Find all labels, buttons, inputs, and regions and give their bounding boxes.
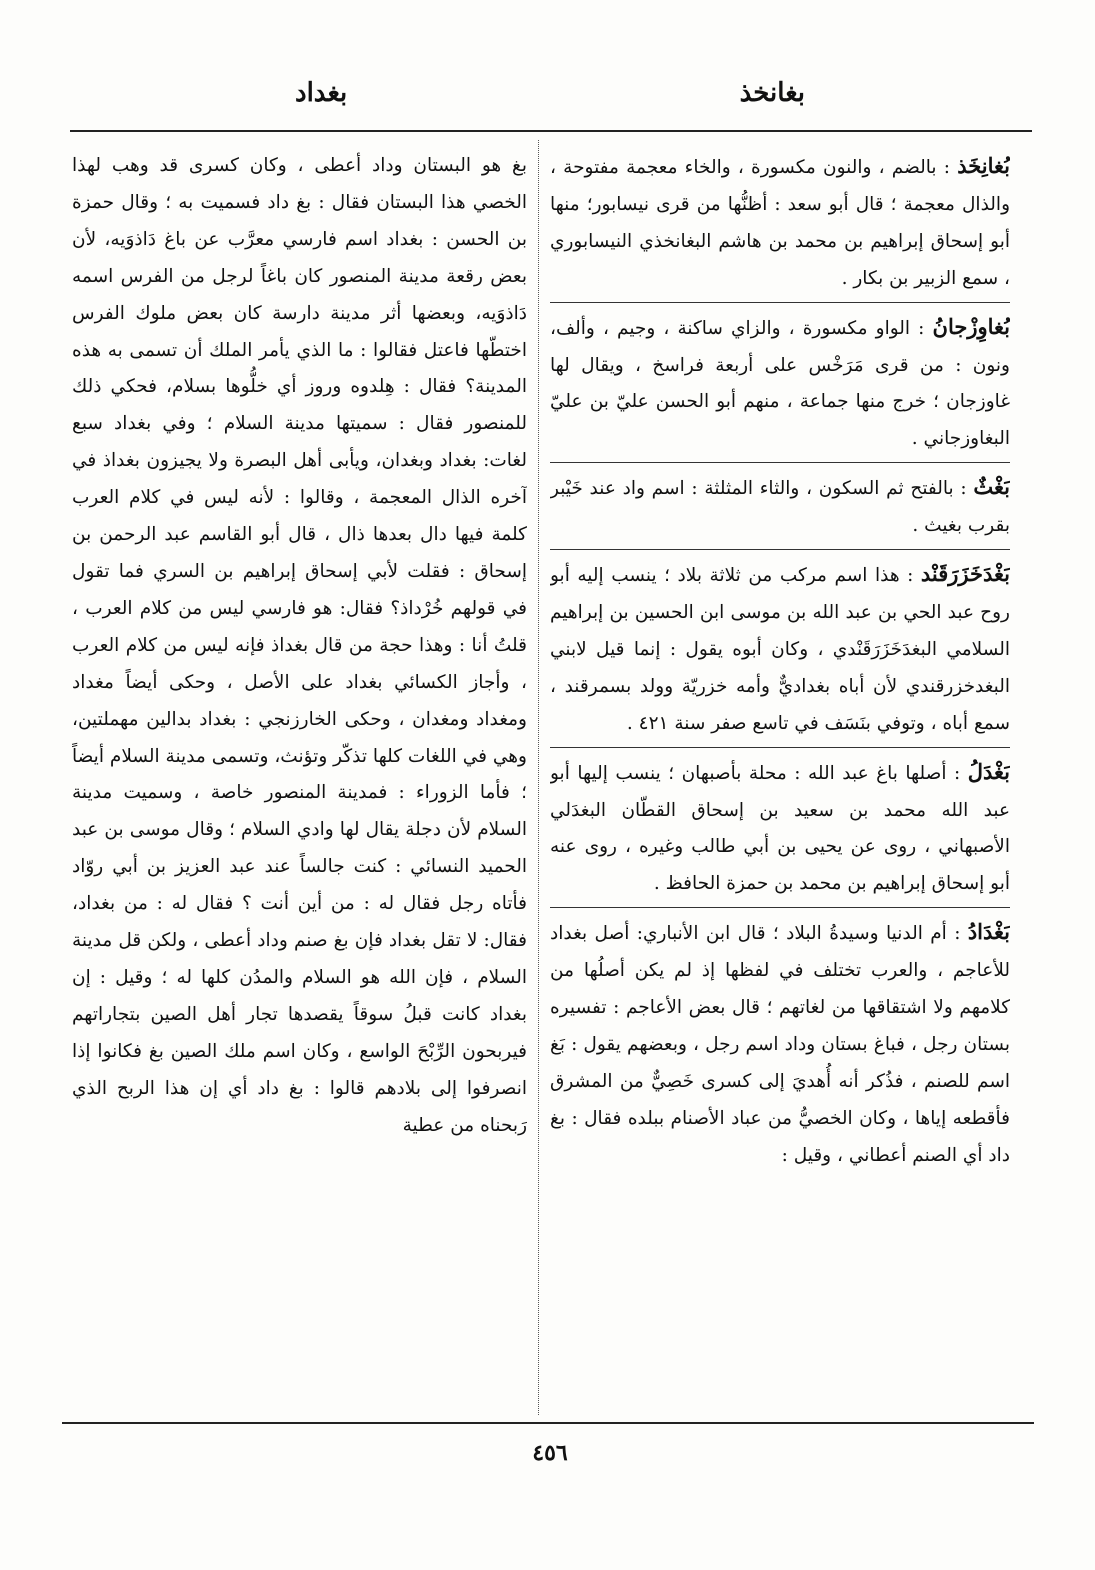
entry-text: : بالفتح ثم السكون ، والثاء المثلثة : اسم واد عند خَيْبر بقرب بغيث .	[550, 478, 1010, 537]
entry-separator	[550, 549, 1010, 550]
top-rule	[70, 130, 1032, 132]
entry-headword: بُغانِخَذ	[957, 153, 1010, 178]
entry-separator	[550, 462, 1010, 463]
page-number: ٤٥٦	[532, 1440, 568, 1466]
entry-text: : الواو مكسورة ، والزاي ساكنة ، وجيم ، وألف، ونون : من قرى مَرَخْس على أربعة فراسخ ، ويقال لها غاوزجان ؛ خرج منها جماعة ، منهم أبو الحسن عليّ بن عليّ البغاوزجاني .	[550, 317, 1010, 450]
entry-headword: بَغْدَادُ	[967, 919, 1010, 945]
left-column	[72, 148, 527, 1418]
entry-text: : بالضم ، والنون مكسورة ، والخاء معجمة مفتوحة ، والذال معجمة ؛ قال أبو سعد : أظنُّها من قرى نيسابور؛ منها أبو إسحاق إبراهيم بن محمد بن هاشم البغانخذي النيسابوري ، سمع الزبير بن بكار .	[550, 157, 1010, 289]
entry-headword: بَغْثٌ	[973, 474, 1010, 500]
running-head-right: بغانخذ	[739, 78, 805, 108]
entry-baghdad	[550, 914, 1010, 1174]
entry-headword: بَغْدَخَزَرَقَنْد	[920, 561, 1010, 587]
column-divider	[538, 140, 539, 1415]
entry-separator	[550, 302, 1010, 303]
entry-baghdakhazaraqand	[550, 556, 1010, 743]
bottom-rule	[62, 1422, 1034, 1424]
entry-baghdal	[550, 754, 1010, 904]
entry-separator	[550, 747, 1010, 748]
entry-text: : أصلها باغ عبد الله : محلة بأصبهان ؛ ينسب إليها أبو عبد الله محمد بن سعيد بن إسحاق القطّان البغدَلي الأصبهاني ، روى عن يحيى بن أبي طالب وغيره ، روى عنه أبو إسحاق إبراهيم بن محمد بن حمزة الحافظ .	[550, 762, 1010, 895]
entry-bughawizjan	[550, 309, 1010, 459]
entry-separator	[550, 907, 1010, 908]
entry-text: : هذا اسم مركب من ثلاثة بلاد ؛ ينسب إليه أبو روح عبد الحي بن عبد الله بن موسى ابن الحسين بن إبراهيم السلامي البغدَخَزَرَقَنْدي ، وكان أبوه يقول : إنما قيل لابني البغدخزرقندي لأن أباه بغداديٌّ وأمه خزريّة وولد بسمرقند ، سمع أباه ، وتوفي بنَسَف في تاسع صفر سنة ٤٢١ .	[550, 565, 1010, 734]
entry-text: : أم الدنيا وسيدةُ البلاد ؛ قال ابن الأنباري: أصل بغداد للأعاجم ، والعرب تختلف في لفظها إذ لم يكن أصلُها من كلامهم ولا اشتقاقها من لغاتهم ؛ قال بعض الأعاجم : تفسيره بستان رجل ، فباغ بستان وداد اسم رجل ، وبعضهم يقول : بَغ اسم للصنم ، فذُكر أنه أُهديَ إلى كسرى خَصِيٌّ من المشرق فأقطعه إياها ، وكان الخصيُّ من عباد الأصنام ببلده فقال : بغ داد أي الصنم أعطاني ، وقيل :	[550, 923, 1010, 1166]
entry-headword: بَغْدَلُ	[967, 758, 1010, 784]
entry-bughanikhadh	[550, 148, 1010, 298]
right-column	[550, 148, 1010, 1418]
entry-baghdad-continued: بغ هو البستان وداد أعطى ، وكان كسرى قد وهب لهذا الخصي هذا البستان فقال : بغ داد فسميت به ؛ وقال حمزة بن الحسن : بغداد اسم فارسي معرَّب عن باغ دَاذوَيه، لأن بعض رقعة مدينة المنصور كان باغاً لرجل من الفرس اسمه دَاذوَيه، وبعضها أثر مدينة دارسة كان بعض ملوك الفرس اختطّها فاعتل فقالوا : ما الذي يأمر الملك أن تسمى به هذه المدينة؟ فقال : هِلدوه وروز أي خلُّوها بسلام، فحكي ذلك للمنصور فقال : سميتها مدينة السلام ؛ وفي بغداد سبع لغات: بغداد وبغدان، ويأبى أهل البصرة ولا يجيزون بغداذ في آخره الذال المعجمة ، وقالوا : لأنه ليس في كلام العرب كلمة فيها دال بعدها ذال ، قال أبو القاسم عبد الرحمن بن إسحاق : فقلت لأبي إسحاق إبراهيم بن السري فما تقول في قولهم خُرْداذ؟ فقال: هو فارسي ليس من كلام العرب ، قلتُ أنا : وهذا حجة من قال بغداذ فإنه ليس من كلام العرب ، وأجاز الكسائي بغداد على الأصل ، وحكى أيضاً مغداد ومغداد ومغدان ، وحكى الخارزنجي : بغداد بدالين مهملتين، وهي في اللغات كلها تذكّر وتؤنث، وتسمى مدينة السلام أيضاً ؛ فأما الزوراء : فمدينة المنصور خاصة ، وسميت مدينة السلام لأن دجلة يقال لها وادي السلام ؛ وقال موسى بن عبد الحميد النسائي : كنت جالساً عند عبد العزيز بن أبي روّاد فأتاه رجل فقال له : من أين أنت ؟ فقال له : من بغداد، فقال: لا تقل بغداد فإن بغ صنم وداد أعطى ، ولكن قل مدينة السلام ، فإن الله هو السلام والمدُن كلها له ؛ وقيل : إن بغداد كانت قبلُ سوقاً يقصدها تجار أهل الصين بتجاراتهم فيربحون الرِّبْحَ الواسع ، وكان اسم ملك الصين بغ فكانوا إذا انصرفوا إلى بلادهم قالوا : بغ داد أي إن هذا الربح الذي رَبحناه من عطية	[72, 155, 527, 1136]
entry-headword: بُغاوِزْجانُ	[932, 313, 1010, 339]
running-head-left: بغداد	[295, 78, 348, 108]
entry-baghth	[550, 469, 1010, 545]
